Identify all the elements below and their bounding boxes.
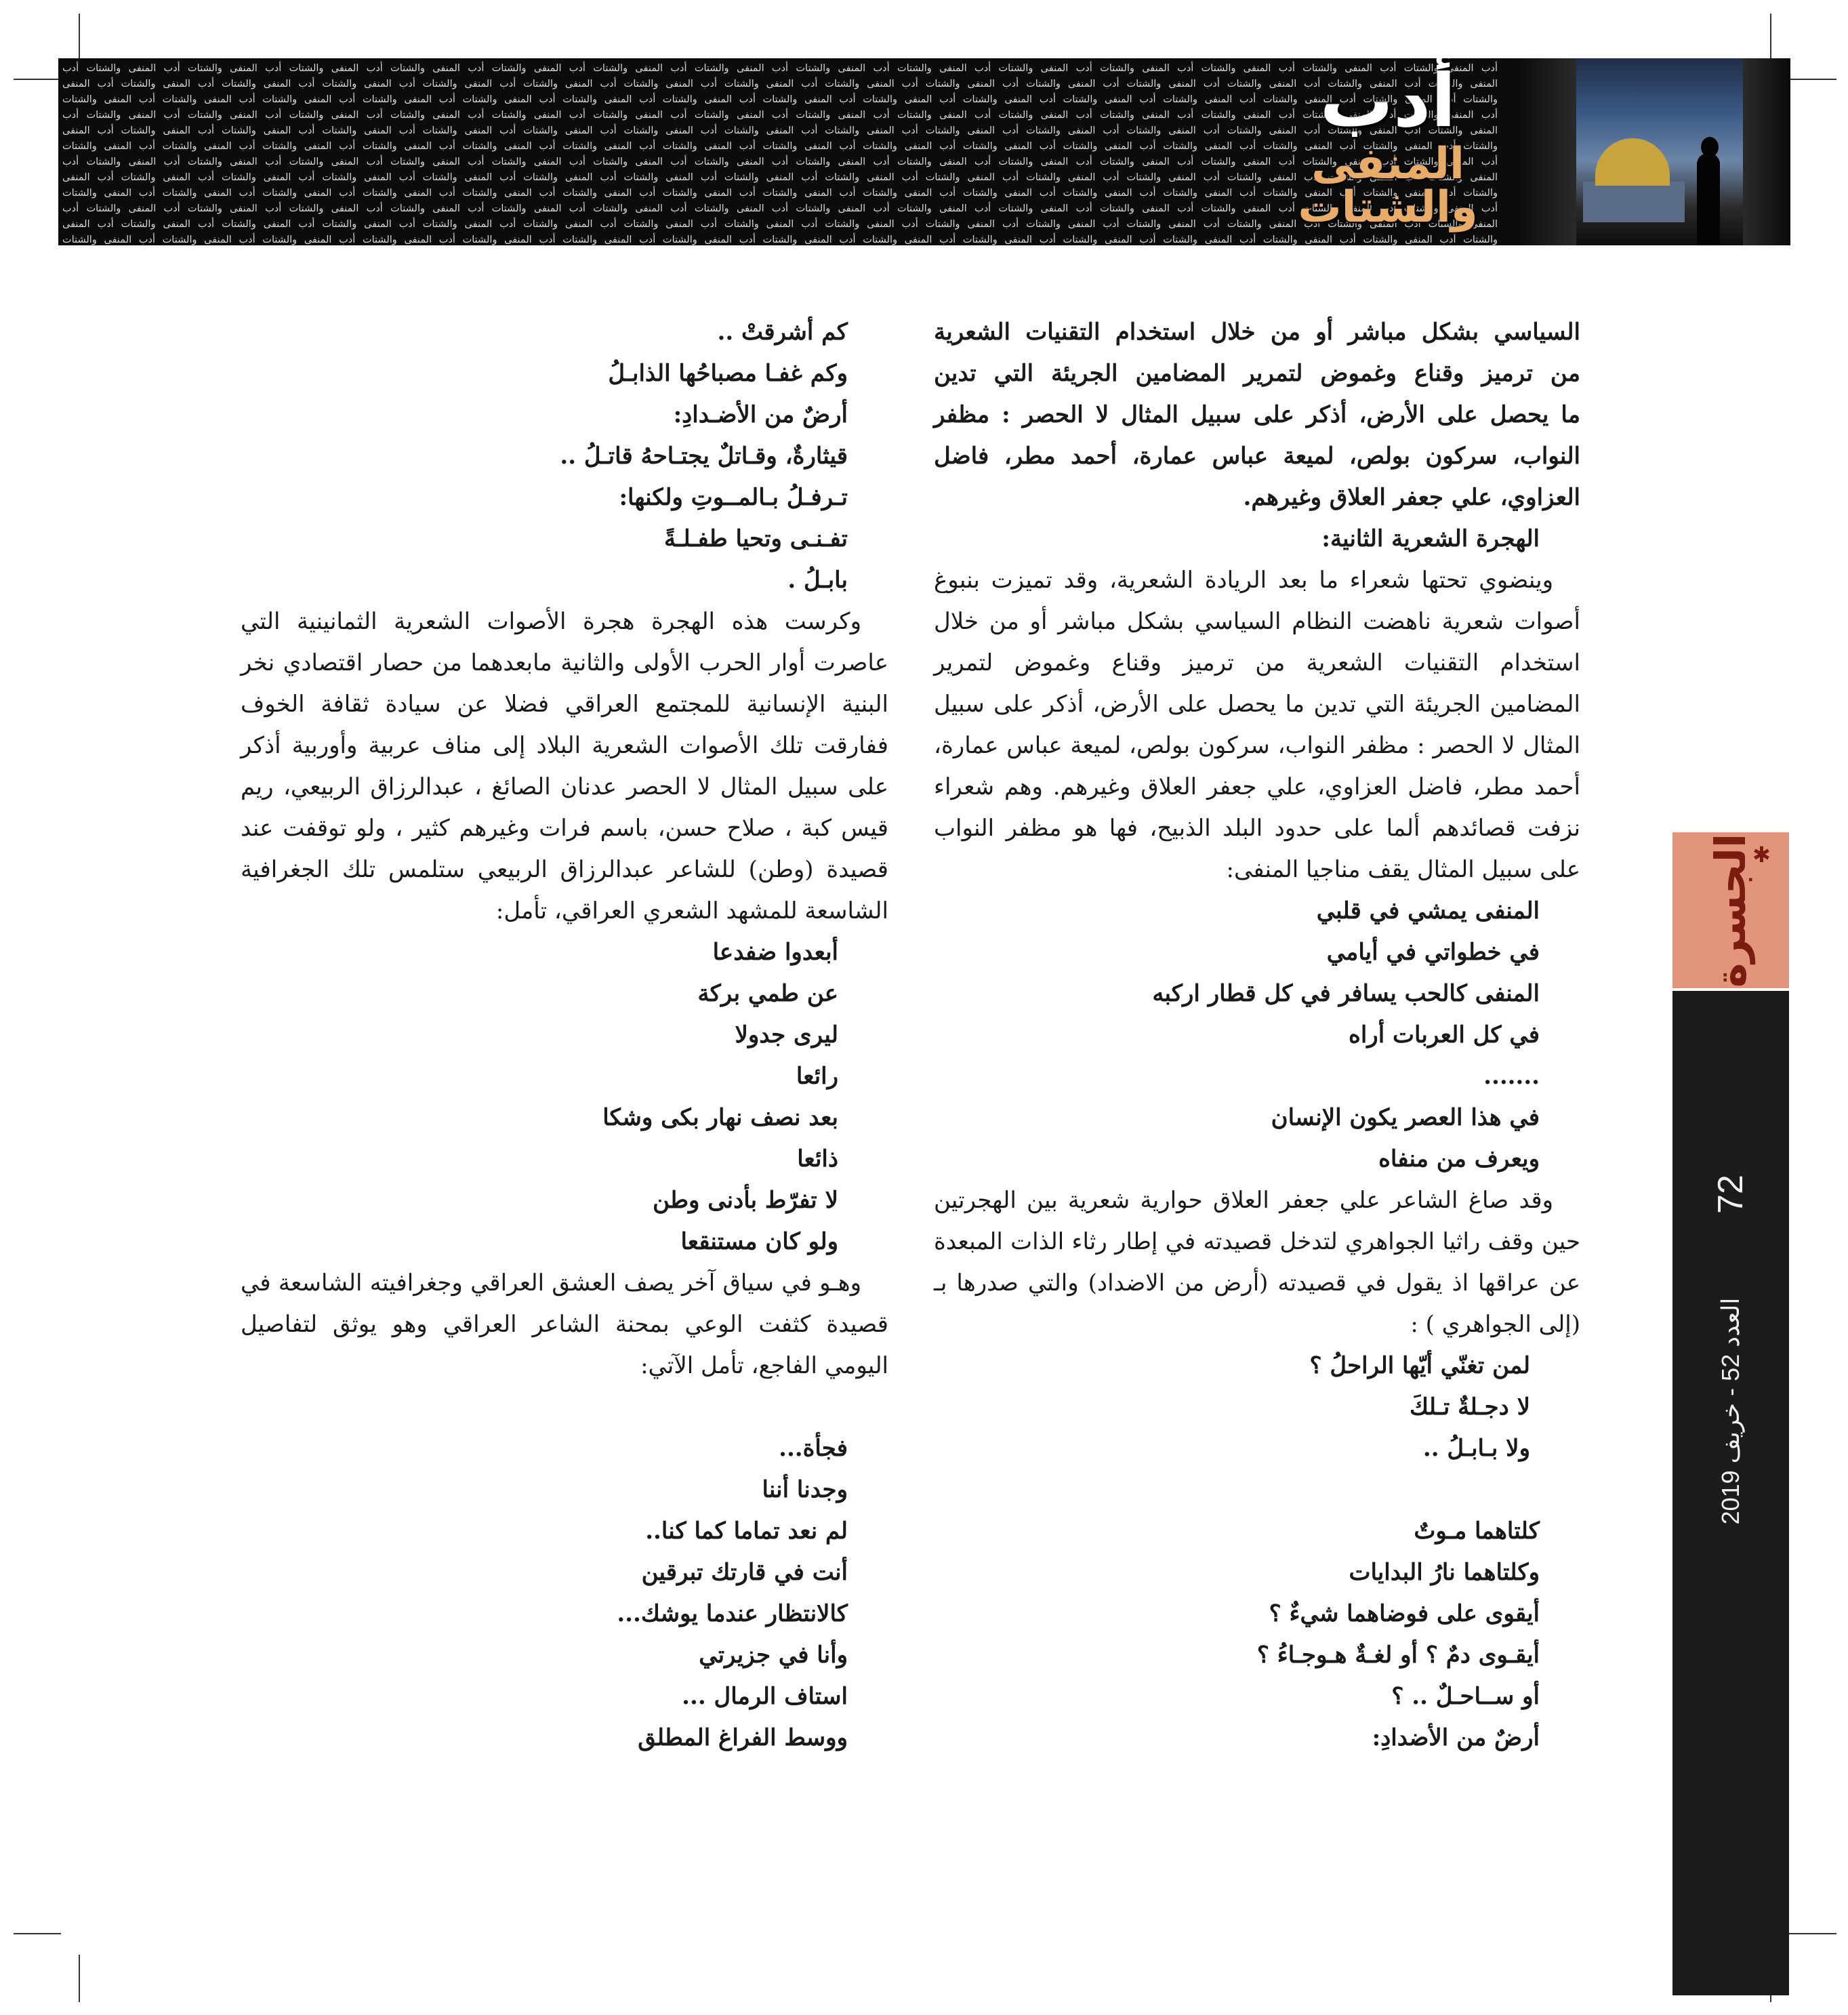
page-number (1672, 1160, 1789, 1228)
page-number-text: 72 (1711, 1175, 1750, 1214)
poem-line: فجأة... (779, 1435, 848, 1462)
poem-line: استاف الرمال ... (682, 1683, 848, 1710)
section-title-main: أدب (1319, 59, 1456, 144)
poem-line: قيثارةٌ، وقـاتلٌ يجتـاحهُ قاتـلُ .. (560, 443, 848, 470)
poem-line: المنفى كالحب يسافر في كل قطار اركبه (1152, 980, 1540, 1007)
intro-line: السياسي بشكل مباشر أو من خلال استخدام التقنيات الشعرية (934, 319, 1580, 346)
poem-line: أيقـوى دمٌ ؟ أو لغـةٌ هـوجـاءُ ؟ (1256, 1642, 1540, 1669)
poem-line: أنت في قارتك تبرقين (641, 1559, 848, 1586)
poem-line: بعد نصف نهار بكى وشكا (602, 1104, 838, 1131)
hero-image (1515, 58, 1790, 245)
poem-line: كالانتظار عندما يوشك... (617, 1600, 848, 1627)
poem-line: لا تفرّط بأدنى وطن (653, 1187, 838, 1214)
poem-line: أيقوى على فوضاهما شيءٌ ؟ (1269, 1600, 1540, 1627)
section-title (1246, 59, 1530, 232)
poem-line: لا دجـلةٌ تـلكَ (1409, 1393, 1530, 1421)
poem-excerpt (934, 1511, 1580, 1759)
crop-mark (1789, 1933, 1836, 1934)
poem-line: ولا بـابـلُ .. (1422, 1435, 1530, 1462)
poem-line: ولو كان مستنقعا (680, 1228, 838, 1255)
poem-line: أبعدوا ضفدعا (712, 939, 838, 966)
body-paragraph: وكرست هذه الهجرة هجرة الأصوات الشعرية الثمانينية التي عاصرت أوار الحرب الأولى والثانية مابعدهما من حصار اقتصادي نخر البنية الإنسانية للمجتمع العراقي فضلا عن سيادة ثقافة الخوف ففارقت تلك الأصوات الشعرية البلاد إلى مناف عربية وأوربية أذكر على سبيل المثال لا الحصر عدنان الصائغ ، عبدالرزاق الربيعي، ريم قيس كبة ، صلاح حسن، باسم فرات وغيرهم كثير ، ولو توقفت عند قصيدة (وطن) للشاعر عبدالرزاق الربيعي ستلمس تلك الجغرافية الشاسعة للمشهد الشعري العراقي، تأمل: (241, 608, 888, 924)
issue-info-text: العدد 52 - خريف 2019 (1717, 1297, 1744, 1525)
poem-line: رائعا (796, 1063, 838, 1090)
section-title-sub: المنفى والشتات (1298, 139, 1478, 232)
poem-excerpt (241, 932, 888, 1263)
intro-paragraph (934, 312, 1580, 518)
magazine-name: الجسرة (1706, 833, 1756, 988)
article-column-left (241, 312, 888, 1759)
poem-line: تفـنـى وتحيا طفـلـةً (664, 525, 848, 552)
silhouette-figure (1697, 153, 1720, 245)
banner-text-pattern: أدب المنفى والشتات أدب المنفى والشتات أدب المنفى والشتات أدب المنفى والشتات أدب المنفى والشتات أدب المنفى والشتات أدب المنفى والشتات أدب المنفى والشتات أدب المنفى والشتات أدب المنفى والشتات أدب المنفى والشتات أدب المنفى والشتات أدب المنفى والشتات أدب المنفى والشتات أدب المنفى والشتات أدب المنفى والشتات أدب المنفى والشتات أدب المنفى والشتات أدب المنفى والشتات أدب المنفى والشتات أدب المنفى والشتات أدب المنفى والشتات أدب المنفى والشتات أدب المنفى والشتات أدب المنفى والشتات أدب المنفى والشتات أدب المنفى والشتات أدب المنفى والشتات أدب المنفى والشتات أدب المنفى والشتات أدب المنفى والشتات أدب المنفى والشتات أدب المنفى والشتات أدب المنفى والشتات أدب المنفى والشتات أدب المنفى والشتات أدب المنفى والشتات أدب المنفى والشتات أدب المنفى والشتات أدب المنفى والشتات أدب المنفى والشتات أدب المنفى والشتات أدب المنفى والشتات أدب المنفى والشتات أدب المنفى والشتات أدب المنفى والشتات أدب المنفى والشتات أدب المنفى والشتات أدب المنفى والشتات أدب المنفى والشتات أدب المنفى والشتات أدب المنفى والشتات أدب المنفى والشتات أدب المنفى والشتات أدب المنفى والشتات أدب المنفى والشتات أدب المنفى والشتات أدب المنفى والشتات أدب المنفى والشتات أدب المنفى والشتات أدب المنفى والشتات أدب المنفى والشتات أدب المنفى والشتات أدب المنفى والشتات أدب المنفى والشتات أدب المنفى والشتات أدب المنفى والشتات أدب المنفى والشتات أدب المنفى والشتات أدب المنفى والشتات أدب المنفى والشتات أدب المنفى والشتات أدب المنفى والشتات أدب المنفى والشتات أدب المنفى والشتات أدب المنفى والشتات أدب المنفى والشتات أدب المنفى والشتات أدب المنفى والشتات أدب المنفى والشتات أدب المنفى والشتات أدب المنفى والشتات أدب المنفى والشتات أدب المنفى والشتات أدب المنفى والشتات أدب المنفى والشتات أدب المنفى والشتات أدب المنفى والشتات أدب المنفى والشتات أدب المنفى والشتات أدب المنفى والشتات أدب المنفى والشتات أدب المنفى والشتات أدب المنفى والشتات أدب المنفى والشتات أدب المنفى والشتات أدب المنفى والشتات أدب المنفى والشتات أدب المنفى والشتات أدب المنفى والشتات أدب المنفى والشتات أدب المنفى والشتات أدب المنفى والشتات أدب المنفى والشتات أدب المنفى والشتات أدب المنفى والشتات أدب المنفى والشتات أدب المنفى والشتات أدب المنفى والشتات أدب المنفى والشتات أدب المنفى والشتات أدب المنفى والشتات أدب المنفى والشتات أدب المنفى والشتات أدب المنفى والشتات أدب المنفى والشتات أدب المنفى والشتات أدب المنفى والشتات أدب المنفى والشتات أدب المنفى والشتات أدب المنفى والشتات أدب المنفى والشتات أدب المنفى والشتات أدب المنفى والشتات أدب المنفى والشتات أدب المنفى والشتات أدب المنفى والشتات أدب المنفى والشتات أدب المنفى والشتات أدب المنفى والشتات أدب المنفى والشتات أدب المنفى والشتات أدب المنفى والشتات أدب المنفى والشتات أدب المنفى والشتات أدب المنفى والشتات أدب المنفى والشتات أدب المنفى والشتات أدب المنفى والشتات أدب المنفى والشتات أدب المنفى والشتات أدب المنفى والشتات أدب المنفى والشتات أدب المنفى والشتات أدب المنفى والشتات أدب المنفى والشتات أدب المنفى والشتات أدب المنفى والشتات أدب المنفى والشتات أدب المنفى والشتات أدب المنفى والشتات أدب المنفى والشتات أدب المنفى والشتات أدب المنفى والشتات أدب المنفى والشتات أدب المنفى والشتات أدب المنفى والشتات أدب المنفى والشتات أدب المنفى والشتات أدب المنفى والشتات أدب المنفى والشتات أدب المنفى والشتات أدب المنفى والشتات أدب المنفى والشتات أدب المنفى والشتات أدب المنفى والشتات أدب المنفى والشتات أدب المنفى والشتات أدب المنفى والشتات أدب المنفى والشتات أدب المنفى والشتات أدب المنفى والشتات (62, 63, 1498, 245)
poem-line: أرضٌ من الأضـدادِ: (673, 401, 848, 428)
poem-line: في خطواتي في أيامي (1326, 939, 1540, 966)
dome-icon (1595, 138, 1670, 186)
poem-excerpt (241, 1428, 888, 1759)
poem-line: وجدنا أننا (762, 1476, 848, 1503)
poem-line: في كل العربات أراه (1349, 1021, 1540, 1049)
intro-line: من ترميز وقناع وغموض لتمرير المضامين الجريئة التي تدين (934, 360, 1580, 387)
section-heading: الهجرة الشعرية الثانية: (1321, 525, 1540, 552)
poem-line: كم أشرقتْ .. (717, 319, 848, 346)
poem-line: ووسط الفراغ المطلق (638, 1724, 848, 1751)
poem-line: ذائعا (797, 1145, 838, 1173)
crop-mark (1789, 79, 1836, 80)
poem-line: وكم غفـا مصباحُها الذابـلُ (608, 360, 848, 387)
issue-info (1710, 1285, 1751, 1537)
poem-excerpt (934, 1345, 1580, 1469)
crop-mark (79, 1955, 80, 2002)
article-column-right (934, 312, 1580, 1759)
intro-line: النواب، سركون بولص، لميعة عباس عمارة، أحمد مطر، فاضل (934, 443, 1580, 470)
folio-bar (1672, 991, 1789, 1995)
header-banner (58, 58, 1790, 245)
poem-line: في هذا العصر يكون الإنسان (1271, 1104, 1540, 1131)
crop-mark (14, 79, 61, 80)
poem-line: لم نعد تماما كما كنا.. (645, 1518, 848, 1545)
poem-line: ليرى جدولا (735, 1021, 838, 1049)
poem-line: ويعرف من منفاه (1378, 1145, 1540, 1173)
poem-line: عن طمي بركة (697, 980, 838, 1007)
poem-line: وكلتاهما نارُ البدايات (1349, 1559, 1540, 1586)
crop-mark (79, 14, 80, 61)
poem-excerpt (241, 312, 888, 601)
poem-line: أرضٌ من الأضدادِ: (1372, 1724, 1540, 1751)
crop-mark (14, 1933, 61, 1934)
body-paragraph: وقد صاغ الشاعر علي جعفر العلاق حوارية شعرية بين الهجرتين حين وقف راثيا الجواهري لتدخل قصيدته في إطار رثاء الذات المبعدة عن عراقها اذ يقول في قصيدته (أرض من الاضداد) والتي صدرها بـ (إلى الجواهري ) : (934, 1187, 1580, 1338)
crop-mark (1770, 14, 1771, 61)
poem-line: بابـلُ . (787, 567, 848, 594)
poem-line: لمن تغنّي أيّها الراحلُ ؟ (1309, 1352, 1530, 1379)
poem-line: تـرفـلُ بـالمــوتِ ولكنها: (619, 484, 848, 511)
body-paragraph: وهـو في سياق آخر يصف العشق العراقي وجغرافيته الشاسعة في قصيدة كثفت الوعي بمحنة الشاعر العراقي وهو يوثق لتفاصيل اليومي الفاجع، تأمل الآتي: (241, 1269, 888, 1379)
intro-line: العزاوي، علي جعفر العلاق وغيرهم. (1243, 484, 1580, 511)
magazine-logo (1672, 832, 1789, 988)
poem-line: كلتاهما مـوتٌ (1414, 1518, 1540, 1545)
poem-line: ....... (1483, 1063, 1540, 1090)
body-paragraph: وينضوي تحتها شعراء ما بعد الريادة الشعرية، وقد تميزت بنبوغ أصوات شعرية ناهضت النظام السياسي بشكل مباشر أو من خلال استخدام التقنيات الشعرية من ترميز وقناع وغموض لتمرير المضامين الجريئة التي تدين ما يحصل على الأرض، أذكر على سبيل المثال لا الحصر : مظفر النواب، سركون بولص، لميعة عباس عمارة، أحمد مطر، فاضل العزاوي، علي جعفر العلاق وغيرهم. وهم شعراء نزفت قصائدهم ألما على حدود البلد الذبيح، فها هو مظفر النواب على سبيل المثال يقف مناجيا المنفى: (934, 567, 1580, 883)
side-strip (1672, 832, 1789, 1995)
poem-excerpt (934, 891, 1580, 1180)
poem-line: المنفى يمشي في قلبي (1316, 897, 1540, 924)
intro-line: ما يحصل على الأرض، أذكر على سبيل المثال لا الحصر : مظفر (934, 401, 1580, 428)
poem-line: وأنا في جزيرتي (699, 1642, 848, 1669)
poem-line: أو ســاحـلٌ .. ؟ (1391, 1683, 1540, 1710)
star-icon: ✱ (1752, 842, 1771, 868)
